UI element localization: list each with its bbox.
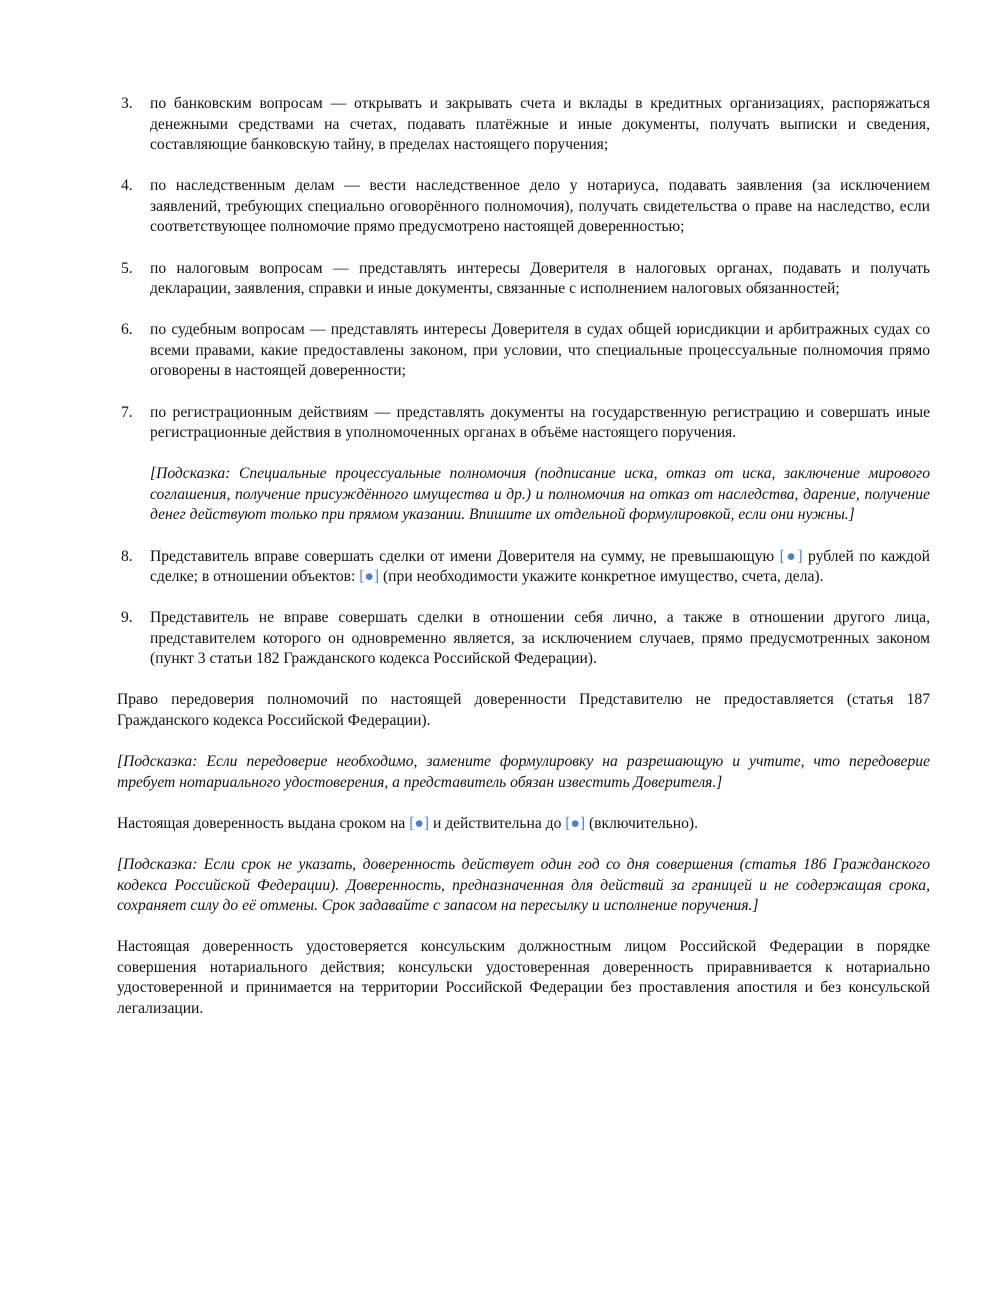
list-item-4	[117, 176, 930, 238]
redelegation-paragraph: Право передоверия полномочий по настоящей доверенности Представителю не предоставляется (статья 187 Гражданского кодекса Российской Федерации).	[117, 691, 930, 730]
term-text: Настоящая доверенность выдана сроком на	[117, 814, 410, 832]
document-page	[117, 94, 930, 1040]
list-item-8	[117, 547, 930, 588]
list-item-text: по банковским вопросам — открывать и закрывать счета и вклады в кредитных организациях, распоряжаться денежными средствами на счетах, подавать платёжные и иные документы, получать выписки и сведения, составляющие банковскую тайну, в пределах настоящего поручения;	[150, 95, 930, 154]
list-number: 3.	[121, 95, 133, 112]
list-item-text: по судебным вопросам — представлять интересы Доверителя в судах общей юрисдикции и арбитражных судах со всеми правами, какие предоставлены законом, при условии, что специальные процессуальные полномочия прямо оговорены в настоящей доверенности;	[150, 321, 930, 380]
list-number: 9.	[121, 609, 133, 627]
list-item-text: по наследственным делам — вести наследственное дело у нотариуса, подавать заявления (за исключением заявлений, требующих специально оговорённого полномочия), получать свидетельства о праве на наследство, если соответствующее полномочие прямо предусмотрено настоящей доверенностью;	[150, 177, 930, 236]
term-paragraph	[117, 814, 930, 835]
list-item-text: по регистрационным действиям — представлять документы на государственную регистрацию и совершать иные регистрационные действия в уполномоченных органах в объёме настоящего поручения.	[150, 403, 930, 442]
list-item-3	[117, 94, 930, 156]
valid-until-placeholder[interactable]: [●]	[565, 814, 586, 832]
list-item-text: по налоговым вопросам — представлять интересы Доверителя в налоговых органах, подавать и получать декларации, заявления, справки и иные документы, связанные с исполнением налоговых обязанностей;	[150, 259, 930, 298]
list-number: 4.	[121, 177, 133, 195]
list-item-text: Представитель вправе совершать сделки от имени Доверителя на сумму, не превышающую	[150, 547, 780, 565]
hint-redelegation: [Подсказка: Если передоверие необходимо, замените формулировку на разрешающую и учтите, что передоверие требует нотариального удостоверения, а представитель обязан известить Доверителя.]	[117, 753, 930, 791]
objects-placeholder[interactable]: [●]	[359, 568, 380, 586]
list-item-text: (при необходимости укажите конкретное имущество, счета, дела).	[379, 568, 824, 586]
list-item-7	[117, 403, 930, 444]
list-number: 5.	[121, 259, 133, 277]
list-item-text: рублей по каждой сделке; в отношении объектов:	[150, 547, 930, 586]
term-text: и действительна до	[429, 814, 566, 832]
list-item-9	[117, 608, 930, 670]
list-number: 6.	[121, 321, 133, 339]
list-item-6	[117, 320, 930, 382]
hint-special-powers: [Подсказка: Специальные процессуальные полномочия (подписание иска, отказ от иска, заключение мирового соглашения, получение присуждённого имущества и др.) и полномочия на отказ от наследства, дарение, получение денег действуют только при прямом указании. Впишите их отдельной формулировкой, если они нужны.]	[150, 465, 930, 524]
hint-term: [Подсказка: Если срок не указать, доверенность действует один год со дня совершения (статья 186 Гражданского кодекса Российской Федерации). Доверенность, предназначенная для действий за границей и не содержащая срока, сохраняет силу до её отмены. Срок задавайте с запасом на пересылку и исполнение поручения.]	[117, 855, 930, 915]
list-item-5	[117, 259, 930, 300]
term-placeholder[interactable]: [●]	[409, 814, 430, 832]
consular-paragraph: Настоящая доверенность удостоверяется консульским должностным лицом Российской Федерации в порядке совершения нотариального действия; консульски удостоверенная доверенность приравнивается к нотариально удостоверенной и принимается на территории Российской Федерации без проставления апостиля и без консульской легализации.	[117, 938, 930, 1017]
amount-placeholder[interactable]: [●]	[779, 547, 803, 565]
list-item-text: Представитель не вправе совершать сделки в отношении себя лично, а также в отношении другого лица, представителем которого он одновременно является, за исключением случаев, прямо предусмотренных законом (пункт 3 статьи 182 Гражданского кодекса Российской Федерации).	[150, 609, 930, 668]
term-text: (включительно).	[585, 814, 699, 832]
list-number: 7.	[121, 403, 133, 421]
list-number: 8.	[121, 547, 133, 565]
